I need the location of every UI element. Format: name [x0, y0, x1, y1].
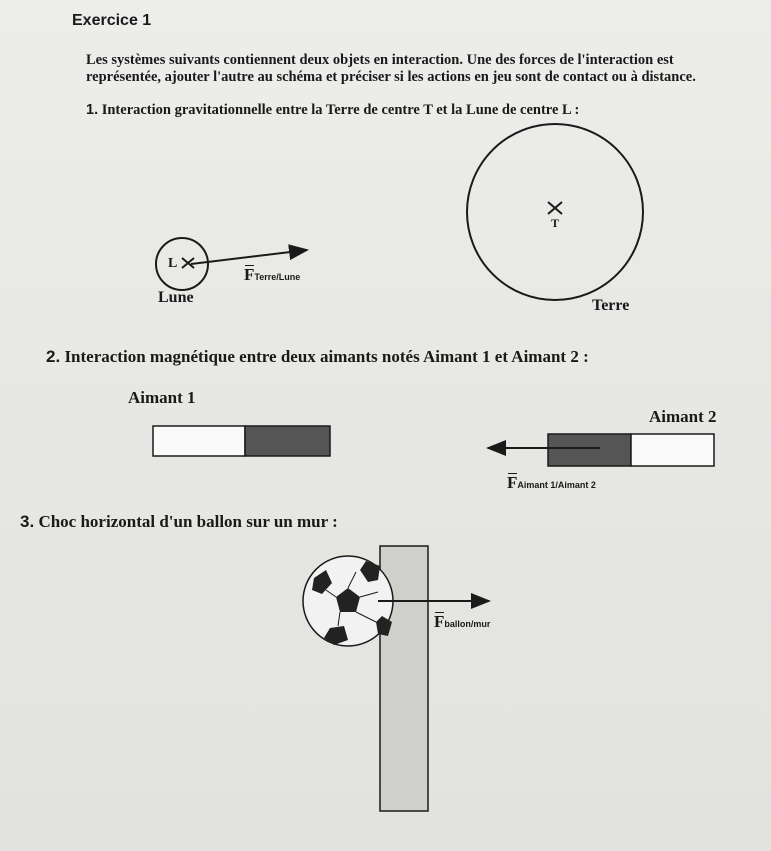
- question-2-number: 2.: [46, 347, 61, 366]
- force-subscript: Terre/Lune: [254, 272, 301, 282]
- question-3-number: 3.: [20, 512, 35, 531]
- force-subscript: ballon/mur: [444, 619, 491, 629]
- force-label-magnets: [507, 473, 596, 493]
- magnet-1: [153, 426, 330, 456]
- question-2-text: Interaction magnétique entre deux aimants notés Aimant 1 et Aimant 2 :: [64, 347, 589, 366]
- question-3-text: Choc horizontal d'un ballon sur un mur :: [38, 512, 338, 531]
- earth-label: Terre: [592, 297, 630, 314]
- exercise-title: Exercice 1: [72, 12, 152, 29]
- exercise-instructions: Les systèmes suivants contiennent deux objets en interaction. Une des forces de l'interaction est représentée, ajouter l'autre au schéma et préciser si les actions en jeu sont de contact ou à distance.: [86, 52, 696, 85]
- question-2-heading: [46, 347, 589, 367]
- magnet-1-label: Aimant 1: [128, 388, 196, 407]
- question-3-heading: [20, 512, 338, 532]
- force-subscript: Aimant 1/Aimant 2: [517, 480, 596, 490]
- question-1-text: Interaction gravitationnelle entre la Terre de centre T et la Lune de centre L :: [101, 102, 580, 118]
- earth-circle: [467, 124, 643, 300]
- magnet-2: [548, 434, 714, 466]
- force-symbol: F: [507, 473, 518, 492]
- earth-center-label: T: [551, 216, 560, 230]
- force-symbol: F: [434, 612, 445, 631]
- force-label-earth-moon: [244, 265, 300, 285]
- question-1-number: 1.: [86, 102, 99, 118]
- moon-circle: [156, 238, 208, 290]
- magnet-2-label: Aimant 2: [649, 407, 717, 426]
- earth-center-cross: [548, 202, 562, 214]
- moon-center-label: L: [168, 256, 178, 271]
- force-label-ball-wall: [434, 612, 490, 632]
- force-symbol: F: [244, 265, 255, 284]
- moon-label: Lune: [158, 289, 194, 306]
- force-earth-on-moon-arrow: [191, 250, 307, 264]
